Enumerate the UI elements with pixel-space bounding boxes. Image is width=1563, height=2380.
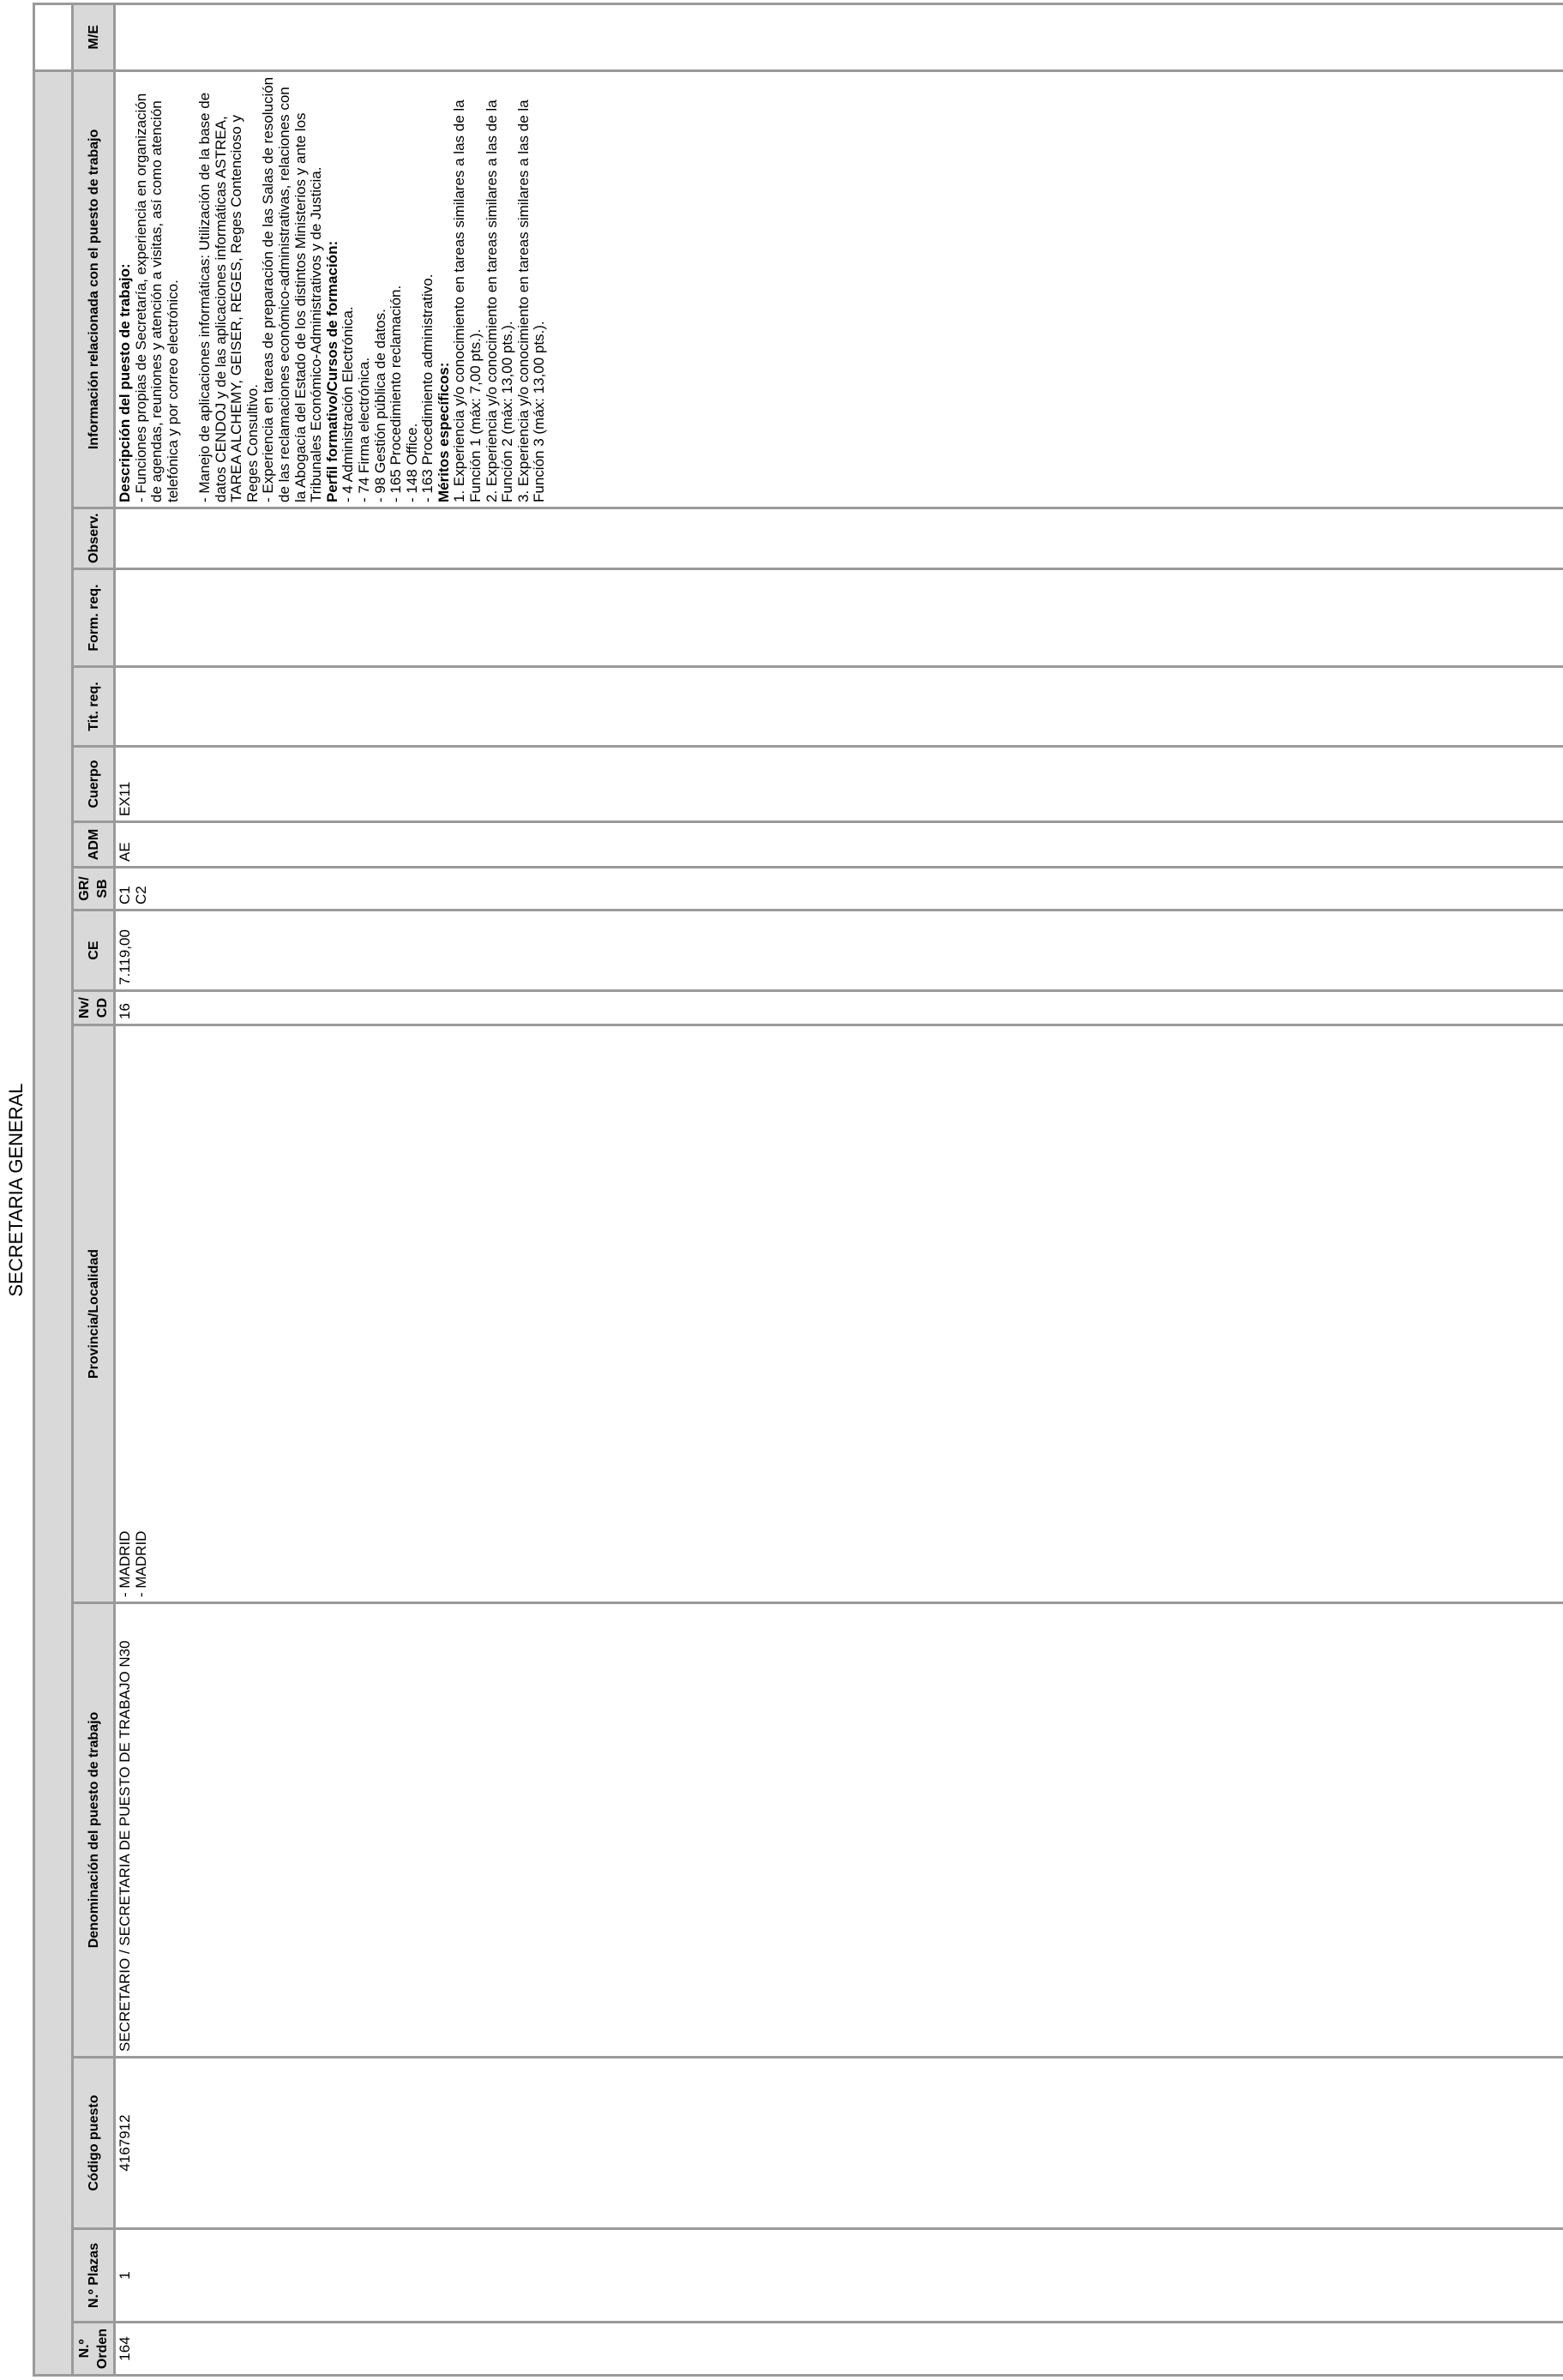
provincia-line: - MADRID — [117, 1530, 133, 1597]
grupo-line: C2 — [132, 886, 149, 905]
header-denominacion: Denominación del puesto de trabajo — [73, 1603, 115, 2058]
descripcion-item: - Manejo de aplicaciones informáticas: Utilización de la base de datos CENDOJ y de las aplicaciones informáticas ASTREA, TAREA ALCHEMY, GEISER, REGES, Reges Contencioso y Reges Consultivo. — [195, 92, 261, 502]
header-info: Información relacionada con el puesto de trabajo — [73, 70, 115, 508]
header-grupo: GR/ SB — [73, 868, 115, 911]
cell-codigo: 4167912 — [115, 2058, 1563, 2229]
header-adm: ADM — [73, 822, 115, 868]
curso-item: - 74 Firma electrónica. — [355, 357, 372, 502]
job-table — [33, 3, 1563, 2377]
header-ce: CE — [73, 911, 115, 991]
top-band-blank — [34, 3, 73, 70]
header-observ: Observ. — [73, 508, 115, 569]
cell-adm: AE — [115, 822, 1563, 868]
header-provincia: Provincia/Localidad — [73, 1025, 115, 1603]
meritos-heading: Méritos específicos: — [435, 362, 452, 502]
cell-me — [115, 3, 1563, 70]
table-top-band — [34, 3, 73, 2375]
cell-info — [115, 70, 1563, 508]
descripcion-heading: Descripción del puesto de trabajo: — [117, 263, 133, 502]
cell-ce: 7.119,00 — [115, 911, 1563, 991]
header-codigo: Código puesto — [73, 2058, 115, 2229]
header-orden: N.º Orden — [73, 2323, 115, 2376]
paragraph-spacer — [181, 76, 197, 502]
curso-item: - 98 Gestión pública de datos. — [371, 309, 388, 502]
cell-grupo — [115, 868, 1563, 911]
cell-observ — [115, 508, 1563, 569]
cell-formacion — [115, 569, 1563, 667]
cell-titulacion — [115, 667, 1563, 747]
header-me: M/E — [73, 3, 115, 70]
header-nivel: Nv/ CD — [73, 991, 115, 1025]
merito-item: 2. Experiencia y/o conocimiento en tareas similares a las de la Función 2 (máx: 13,00 pts.). — [483, 99, 516, 502]
perfil-heading: Perfil formativo/Cursos de formación: — [323, 240, 340, 502]
table-row — [115, 3, 1563, 2375]
descripcion-item: - Funciones propias de Secretaría, experiencia en organización de agendas, reuniones y atención a visitas, así como atención telefónica y por correo electrónico. — [132, 93, 181, 502]
header-titulacion: Tit. req. — [73, 667, 115, 747]
provincia-line: - MADRID — [132, 1530, 149, 1597]
page-title: SECRETARIA GENERAL — [5, 1083, 27, 1297]
cell-plazas: 1 — [115, 2229, 1563, 2323]
cell-orden: 164 — [115, 2323, 1563, 2376]
grupo-line: C1 — [117, 886, 133, 905]
cell-provincia — [115, 1025, 1563, 1603]
header-formacion: Form. req. — [73, 569, 115, 667]
cell-nivel: 16 — [115, 991, 1563, 1025]
merito-item: 1. Experiencia y/o conocimiento en tareas similares a las de la Función 1 (máx: 7,00 pts.). — [451, 99, 484, 502]
curso-item: - 148 Office. — [403, 423, 420, 502]
merito-item: 3. Experiencia y/o conocimiento en tareas similares a las de la Función 3 (máx: 13,00 pts.). — [514, 99, 548, 502]
curso-item: - 163 Procedimiento administrativo. — [419, 273, 436, 502]
cell-denominacion: SECRETARIO / SECRETARIA DE PUESTO DE TRABAJO N30 — [115, 1603, 1563, 2058]
curso-item: - 4 Administración Electrónica. — [340, 306, 357, 502]
top-band-gray — [34, 70, 73, 2375]
cell-cuerpo: EX11 — [115, 747, 1563, 822]
header-cuerpo: Cuerpo — [73, 747, 115, 822]
header-row — [73, 3, 115, 2375]
descripcion-item: - Experiencia en tareas de preparación de las Salas de resolución de las reclamaciones económico-administrativas, relaciones con la Abogacía del Estado de los distintos Ministerios y ante los Tribunales Económico-Administrativos y de Justicia. — [260, 76, 325, 502]
header-plazas: N.º Plazas — [73, 2229, 115, 2323]
curso-item: - 165 Procedimiento reclamación. — [388, 285, 405, 502]
